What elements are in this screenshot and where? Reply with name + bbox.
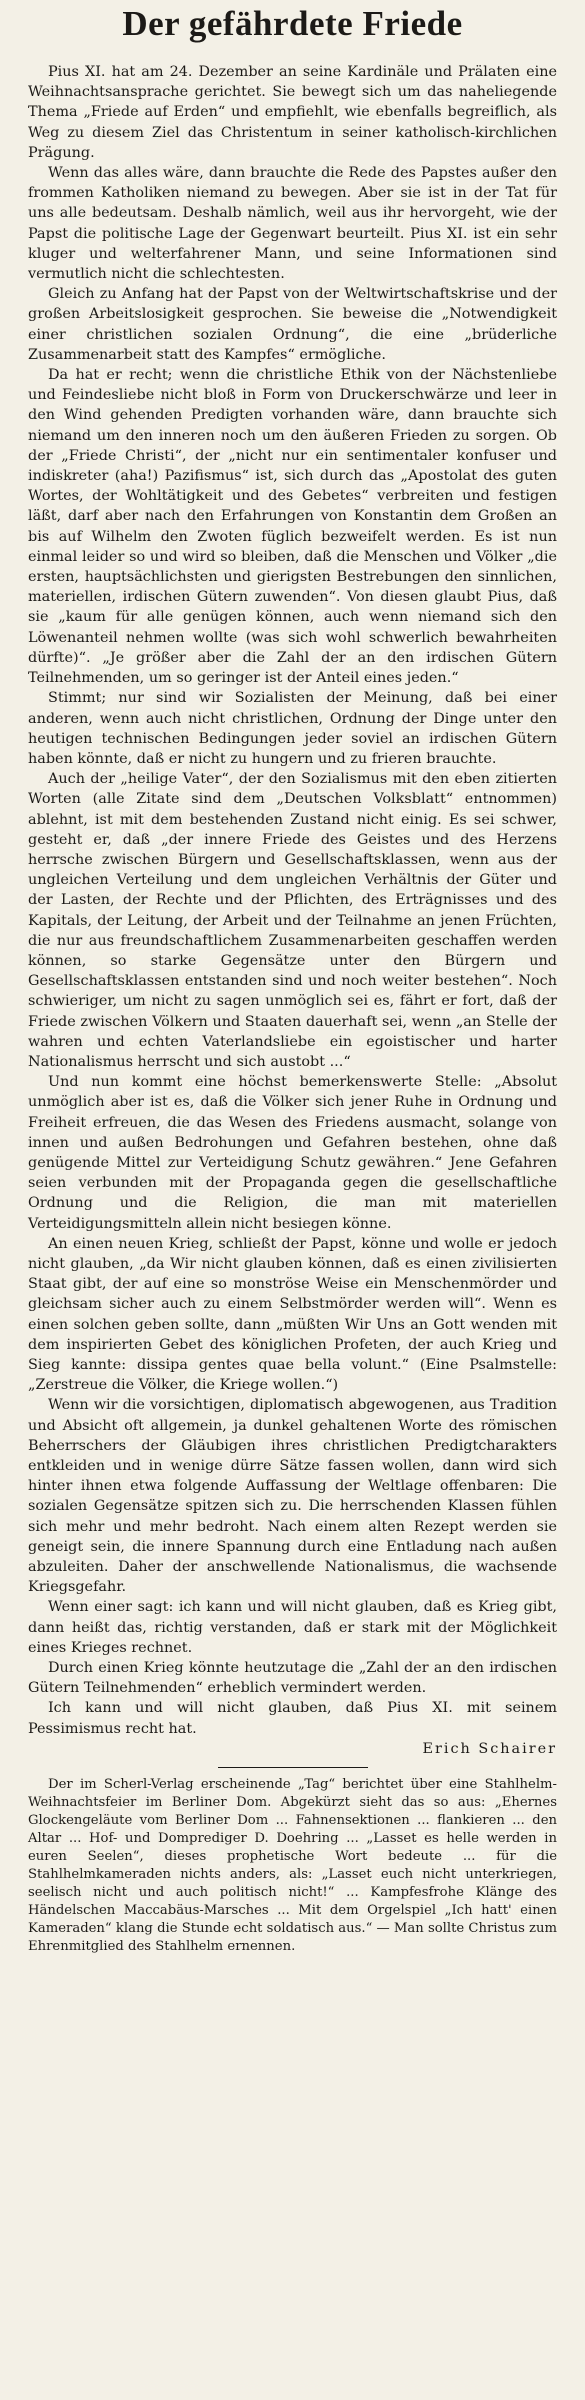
article-paragraph: Auch der „heilige Vater“, der den Sozialismus mit den eben zitierten Worten (alle Zitate sind dem „Deutschen Volksblatt“ entnommen) ablehnt, ist mit dem bestehenden Zustand nicht einig. Es sei schwer, gesteht er, daß „der innere Friede des Geistes und des Herzens herrsche zwischen Bürgern und Gesellschaftsklassen, wenn aus der ungleichen Verteilung und dem ungleichen Verhältnis der Güter und der Lasten, der Rechte und der Pflichten, des Erträgnisses und des Kapitals, der Leitung, der Arbeit und der Teilnahme an jenen Früchten, die nur aus freundschaftlichem Zusammenarbeiten geschaffen werden können, so starke Gegensätze unter den Bürgern und Gesellschaftsklassen entstanden sind und noch weiter bestehen“. Noch schwieriger, um nicht zu sagen unmöglich sei es, fährt er fort, daß der Friede zwischen Völkern und Staaten dauerhaft sei, wenn „an Stelle der wahren und echten Vaterlandsliebe ein egoistischer und harter Nationalismus herrscht und sich austobt ...“: [28, 771, 557, 1070]
author-signature: Erich Schairer: [422, 1740, 557, 1757]
article-paragraph: Wenn einer sagt: ich kann und will nicht glauben, daß es Krieg gibt, dann heißt das, richtig verstanden, daß er stark mit der Möglichkeit eines Krieges rechnet.: [28, 1599, 557, 1656]
article-paragraph: Pius XI. hat am 24. Dezember an seine Kardinäle und Prälaten eine Weihnachtsansprache gerichtet. Sie bewegt sich um das naheliegende Thema „Friede auf Erden“ und empfiehlt, wie ebenfalls begreiflich, als Weg zu diesem Ziel das Christentum in seiner katholisch-kirchlichen Prägung.: [28, 64, 557, 161]
article-paragraph: Wenn wir die vorsichtigen, diplomatisch abgewogenen, aus Tradition und Absicht oft allgemein, ja dunkel gehaltenen Worte des römischen Beherrschers der Gläubigen ihres christlichen Predigtcharakters entkleiden und in wenige dürre Sätze fassen wollen, dann wird sich hinter ihnen etwa folgende Auffassung der Weltlage offenbaren: Die sozialen Gegensätze spitzen sich zu. Die herrschenden Klassen fühlen sich mehr und mehr bedroht. Nach einem alten Rezept werden sie geneigt sein, die innere Spannung durch eine Entladung nach außen abzuleiten. Daher der anschwellende Nationalismus, die wachsende Kriegsgefahr.: [28, 1397, 557, 1596]
closing-paragraph: Ich kann und will nicht glauben, daß Pius XI. mit seinem Pessimismus recht hat.: [28, 1700, 557, 1737]
article-paragraph: Wenn das alles wäre, dann brauchte die Rede des Papstes außer den frommen Katholiken niemand zu bewegen. Aber sie ist in der Tat für uns alle bedeutsam. Deshalb nämlich, weil aus ihr hervorgeht, wie der Papst die politische Lage der Gegenwart beurteilt. Pius XI. ist ein sehr kluger und welterfahrener Mann, und seine Informationen sind vermutlich nicht die schlechtesten.: [28, 165, 557, 283]
article-paragraph: Gleich zu Anfang hat der Papst von der Weltwirtschaftskrise und der großen Arbeitslosigkeit gesprochen. Sie beweise die „Notwendigkeit einer christlichen sozialen Ordnung“, die eine „brüderliche Zusammenarbeit statt des Kampfes“ ermögliche.: [28, 286, 557, 363]
article-paragraph: An einen neuen Krieg, schließt der Papst, könne und wolle er jedoch nicht glauben, „da Wir nicht glauben können, daß es einen zivilisierten Staat gibt, der auf eine so monströse Weise ein Menschenmörder und gleichsam sicher auch zu einem Selbstmörder werden will“. Wenn es einen solchen geben sollte, dann „müßten Wir Uns an Gott wenden mit dem inspirierten Gebet des königlichen Profeten, der auch Krieg und Sieg kannte: dissipa gentes quae bella volunt.“ (Eine Psalmstelle: „Zerstreue die Völker, die Kriege wollen.“): [28, 1235, 557, 1394]
stahlhelm-note: [28, 1776, 557, 1956]
article-paragraph: Stimmt; nur sind wir Sozialisten der Meinung, daß bei einer anderen, wenn auch nicht christlichen, Ordnung der Dinge unter den heutigen technischen Bedingungen jeder soviel an irdischen Gütern haben könnte, daß er nicht zu hungern und zu frieren brauchte.: [28, 690, 557, 767]
article-headline: Der gefährdete Friede: [122, 4, 463, 43]
note-paragraph: Der im Scherl-Verlag erscheinende „Tag“ berichtet über eine Stahlhelm-Weihnachtsfeier im Berliner Dom. Abgekürzt sieht das so aus: „Ehernes Glockengeläute vom Berliner Dom ... Fahnensektionen ... flankieren ... den Altar ... Hof- und Domprediger D. Doehring ... „Lasset es helle werden in euren Seelen“, dieses prophetische Wort bedeute ... für die Stahlhelmkameraden nichts anders, als: „Lasset euch nicht unterkriegen, seelisch nicht und auch politisch nicht!“ ... Kampfesfrohe Klänge des Händelschen Maccabäus-Marsches ... Mit dem Orgelspiel „Ich hatt' einen Kameraden“ klang die Stunde echt soldatisch aus.“ — Man sollte Christus zum Ehrenmitglied des Stahlhelm ernennen.: [28, 1777, 557, 1955]
article-paragraph: Da hat er recht; wenn die christliche Ethik von der Nächstenliebe und Feindesliebe nicht bloß in Form von Druckerschwärze und leer in den Wind gehenden Predigten vorhanden wäre, dann brauchte sich niemand um den inneren noch um den äußeren Frieden zu sorgen. Ob der „Friede Christi“, der „nicht nur ein sentimentaler konfuser und indiskreter (aha!) Pazifismus“ ist, sich durch das „Apostolat des guten Wortes, der Wohltätigkeit und des Gebetes“ verbreiten und festigen läßt, darf aber nach den Erfahrungen von Konstantin dem Großen an bis auf Wilhelm den Zwoten füglich bezweifelt werden. Es ist nun einmal leider so und wird so bleiben, daß die Menschen und Völker „die ersten, hauptsächlichsten und gierigsten Bestrebungen den sinnlichen, materiellen, irdischen Gütern zuwenden“. Von diesen glaubt Pius, daß sie „kaum für alle genügen können, auch wenn niemand sich den Löwenanteil nehmen wollte (was sich wohl schwerlich bewahrheiten dürfte)“. „Je größer aber die Zahl der an den irdischen Gütern Teilnehmenden, um so geringer ist der Anteil eines jeden.“: [28, 367, 557, 687]
article-paragraph: Und nun kommt eine höchst bemerkenswerte Stelle: „Absolut unmöglich aber ist es, daß die Völker sich jener Ruhe in Ordnung und Freiheit erfreuen, die das Wesen des Friedens ausmacht, solange von innen und außen Bedrohungen und Gefahren bestehen, ohne daß genügende Mittel zur Verteidigung Schutz gewähren.“ Jene Gefahren seien verbunden mit der Propaganda gegen die gesellschaftliche Ordnung und die Religion, die man mit materiellen Verteidigungsmitteln allein nicht besiegen könne.: [28, 1074, 557, 1232]
article-body: [28, 62, 557, 1759]
section-divider: [218, 1767, 368, 1768]
article-paragraph: Durch einen Krieg könnte heutzutage die „Zahl der an den irdischen Gütern Teilnehmenden“ erheblich vermindert werden.: [28, 1660, 557, 1697]
